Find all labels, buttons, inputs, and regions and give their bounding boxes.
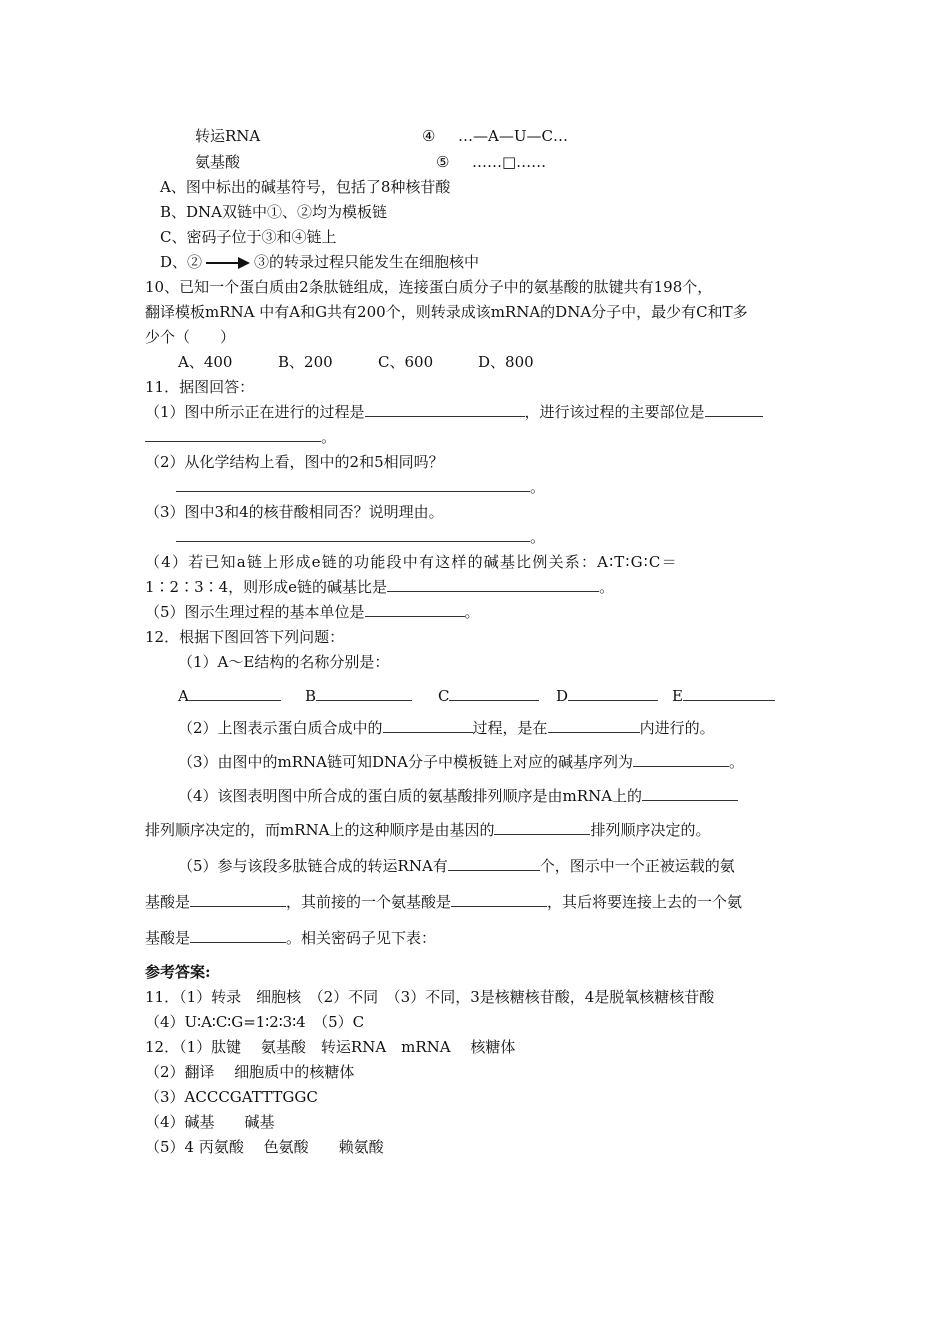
option-c: C、密码子位于③和④链上 xyxy=(160,228,337,246)
answer-blank[interactable] xyxy=(494,820,590,835)
answer-blank[interactable] xyxy=(176,477,530,492)
q12-p2-text3: 内进行的。 xyxy=(639,719,715,737)
q12-part5-line3 xyxy=(145,928,436,948)
q12-part1: （1）A～E结构的名称分别是： xyxy=(178,653,390,671)
answer-blank[interactable] xyxy=(568,686,658,701)
answer-blank[interactable] xyxy=(705,402,763,417)
q12-part3 xyxy=(178,752,744,772)
q12-part5-line1 xyxy=(178,856,735,876)
q11-part4-line1: （4）若已知a链上形成e链的功能段中有这样的碱基比例关系：A∶T∶G∶C＝ xyxy=(145,553,678,571)
letter: A xyxy=(178,687,189,705)
answer-blank[interactable] xyxy=(633,752,729,767)
q12-p2-text: （2）上图表示蛋白质合成中的 xyxy=(178,719,383,737)
q11-part2: （2）从化学结构上看，图中的2和5相同吗？ xyxy=(145,453,444,471)
row-label: 转运RNA xyxy=(195,127,261,145)
q12-letter-b xyxy=(305,686,412,706)
q11-part2-answer xyxy=(176,477,545,497)
option-b: B、DNA双链中①、②均为模板链 xyxy=(160,203,388,221)
q12-letter-e xyxy=(672,686,775,706)
q12-part4-line1 xyxy=(178,786,738,806)
q12-p4-text2: 排列顺序决定的，而mRNA上的这种顺序是由基因的 xyxy=(145,821,495,839)
q12-p5-text6: 基酸是 xyxy=(145,929,191,947)
row-sequence: …—A—U—C… xyxy=(458,127,568,145)
q12-p5-text5: ，其后将要连接上去的一个氨 xyxy=(547,893,743,911)
q10-option-d: D、800 xyxy=(478,353,534,371)
q12-p4-text: （4）该图表明图中所合成的蛋白质的氨基酸排列顺序是由mRNA上的 xyxy=(178,787,643,805)
q11-p4-text: 1∶2∶3∶4，则形成e链的碱基比是 xyxy=(145,578,388,596)
question-10-line1: 10、已知一个蛋白质由2条肽链组成，连接蛋白质分子中的氨基酸的肽键共有198个， xyxy=(145,278,713,296)
row-number: ⑤ xyxy=(436,153,450,171)
q11-part4-line2 xyxy=(145,577,614,597)
q12-p2-text2: 过程，是在 xyxy=(472,719,548,737)
answer-blank[interactable] xyxy=(145,427,321,442)
q10-option-b: B、200 xyxy=(278,353,333,371)
q11-part3: （3）图中3和4的核苷酸相同否？说明理由。 xyxy=(145,503,444,521)
q12-part4-line2 xyxy=(145,820,711,840)
q11-part1-continued xyxy=(145,427,336,447)
arrow-right-icon xyxy=(206,257,250,269)
option-d xyxy=(160,252,479,272)
question-12-title: 12．根据下图回答下列问题： xyxy=(145,628,345,646)
q11-p1-text2: ，进行该过程的主要部位是 xyxy=(524,403,705,421)
answer-blank[interactable] xyxy=(365,402,525,417)
q12-p5-text3: 基酸是 xyxy=(145,893,191,911)
answer-blank[interactable] xyxy=(383,718,473,733)
letter: D xyxy=(556,687,569,705)
q12-letter-a xyxy=(178,686,281,706)
option-d-suffix: ③的转录过程只能发生在细胞核中 xyxy=(254,253,480,271)
answer-blank[interactable] xyxy=(316,686,412,701)
answer-blank[interactable] xyxy=(548,718,640,733)
answer-blank[interactable] xyxy=(190,928,286,943)
option-d-prefix: D、② xyxy=(160,253,203,271)
row-sequence: ……□…… xyxy=(472,153,547,171)
q12-letter-c xyxy=(438,686,539,706)
answer-blank[interactable] xyxy=(365,602,465,617)
q11-p5-text: （5）图示生理过程的基本单位是 xyxy=(145,603,365,621)
question-11-title: 11．据图回答： xyxy=(145,378,255,396)
period: 。 xyxy=(530,478,546,496)
q12-part5-line2 xyxy=(145,892,742,912)
q12-p4-text3: 排列顺序决定的。 xyxy=(590,821,711,839)
answer-blank[interactable] xyxy=(387,577,599,592)
letter: B xyxy=(305,687,317,705)
period: 。 xyxy=(530,528,546,546)
answer-blank[interactable] xyxy=(190,892,286,907)
answer-line: （3）ACCCGATTTGGC xyxy=(145,1088,318,1106)
answer-line: （5）4 丙氨酸 色氨酸 赖氨酸 xyxy=(145,1138,384,1156)
q12-part2 xyxy=(178,718,715,738)
answer-line: （2）翻译 细胞质中的核糖体 xyxy=(145,1063,355,1081)
q11-p1-text: （1）图中所示正在进行的过程是 xyxy=(145,403,365,421)
answer-blank[interactable] xyxy=(683,686,775,701)
q12-letter-d xyxy=(556,686,658,706)
answer-blank[interactable] xyxy=(451,892,547,907)
question-10-line3: 少个（ ） xyxy=(145,328,236,346)
q11-part1 xyxy=(145,402,763,422)
q12-p5-text: （5）参与该段多肽链合成的转运RNA有 xyxy=(178,857,448,875)
q11-part3-answer xyxy=(176,527,545,547)
letter: C xyxy=(438,687,450,705)
answer-line: 12．（1）肽键 氨基酸 转运RNA mRNA 核糖体 xyxy=(145,1038,516,1056)
q12-p5-text2: 个，图示中一个正被运载的氨 xyxy=(539,857,735,875)
period: 。 xyxy=(729,753,745,771)
answer-line: 11．（1）转录 细胞核 （2）不同 （3）不同，3是核糖核苷酸，4是脱氧核糖核苷酸 xyxy=(145,988,715,1006)
answer-blank[interactable] xyxy=(189,686,281,701)
period: 。 xyxy=(321,428,337,446)
answer-blank[interactable] xyxy=(176,527,530,542)
row-label: 氨基酸 xyxy=(195,153,241,171)
answer-line: （4）碱基 碱基 xyxy=(145,1113,275,1131)
period: 。 xyxy=(599,578,615,596)
letter: E xyxy=(672,687,683,705)
q12-p5-text4: ，其前接的一个氨基酸是 xyxy=(286,893,452,911)
answers-title: 参考答案: xyxy=(145,963,211,981)
answer-blank[interactable] xyxy=(642,786,738,801)
q10-option-c: C、600 xyxy=(378,353,434,371)
answer-blank[interactable] xyxy=(449,686,539,701)
q12-p5-text7: 。相关密码子见下表： xyxy=(286,929,437,947)
question-10-line2: 翻译模板mRNA 中有A和G共有200个，则转录成该mRNA的DNA分子中，最少有C和T多 xyxy=(145,303,748,321)
q10-option-a: A、400 xyxy=(178,353,233,371)
answer-blank[interactable] xyxy=(448,856,540,871)
row-number: ④ xyxy=(422,127,436,145)
q12-p3-text: （3）由图中的mRNA链可知DNA分子中模板链上对应的碱基序列为 xyxy=(178,753,634,771)
option-a: A、图中标出的碱基符号，包括了8种核苷酸 xyxy=(160,178,451,196)
period: 。 xyxy=(464,603,480,621)
answer-line: （4）U∶A∶C∶G=1∶2∶3∶4 （5）C xyxy=(145,1013,365,1031)
q11-part5 xyxy=(145,602,480,622)
